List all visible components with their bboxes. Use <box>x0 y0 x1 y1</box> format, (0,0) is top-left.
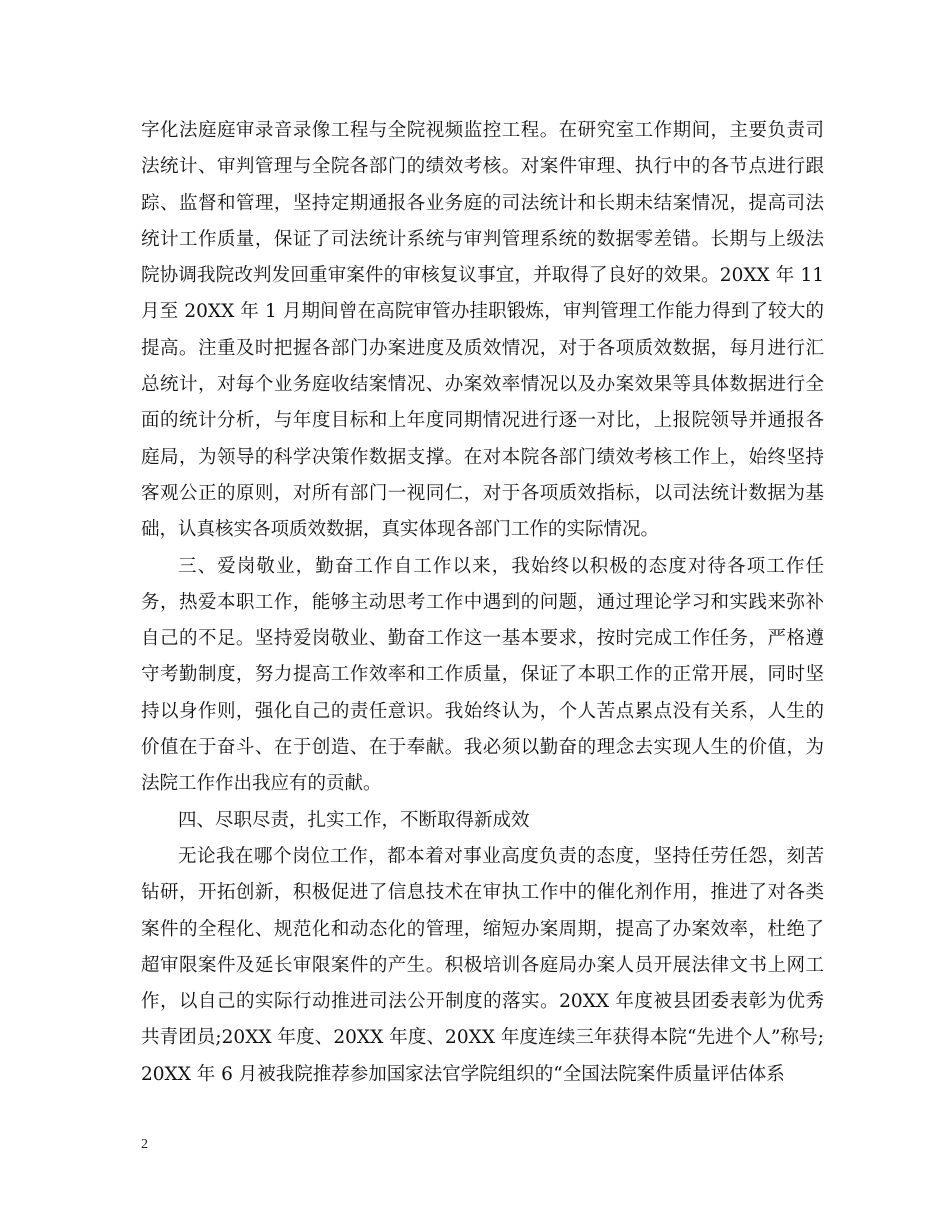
paragraph-continuation: 字化法庭庭审录音录像工程与全院视频监控工程。在研究室工作期间，主要负责司法统计、审判管理与全院各部门的绩效考核。对案件审理、执行中的各节点进行跟踪、监督和管理，坚持定期通报各业务庭的司法统计和长期未结案情况，提高司法统计工作质量，保证了司法统计系统与审判管理系统的数据零差错。长期与上级法院协调我院改判发回重审案件的审核复议事宜，并取得了良好的效果。20XX 年 11 月至 20XX 年 1 月期间曾在高院审管办挂职锻炼，审判管理工作能力得到了较大的提高。注重及时把握各部门办案进度及质效情况，对于各项质效数据，每月进行汇总统计，对每个业务庭收结案情况、办案效率情况以及办案效果等具体数据进行全面的统计分析，与年度目标和上年度同期情况进行逐一对比，上报院领导并通报各庭局，为领导的科学决策作数据支撑。在对本院各部门绩效考核工作上，始终坚持客观公正的原则，对所有部门一视同仁，对于各项质效指标，以司法统计数据为基础，认真核实各项质效数据，真实体现各部门工作的实际情况。 <box>141 120 824 541</box>
paragraph-section-four: 无论我在哪个岗位工作，都本着对事业高度负责的态度，坚持任劳任怨，刻苦钻研，开拓创新，积极促进了信息技术在审执工作中的催化剂作用，推进了对各类案件的全程化、规范化和动态化的管理，缩短办案周期，提高了办案效率，杜绝了超审限案件及延长审限案件的产生。积极培训各庭局办案人员开展法律文书上网工作，以自己的实际行动推进司法公开制度的落实。20XX 年度被县团委表彰为优秀共青团员;20XX 年度、20XX 年度、20XX 年度连续三年获得本院“先进个人”称号;20XX 年 6 月被我院推荐参加国家法官学院组织的“全国法院案件质量评估体系 <box>141 845 824 1085</box>
paragraph-section-three: 三、爱岗敬业，勤奋工作自工作以来，我始终以积极的态度对待各项工作任务，热爱本职工作，能够主动思考工作中遇到的问题，通过理论学习和实践来弥补自己的不足。坚持爱岗敬业、勤奋工作这一基本要求，按时完成工作任务，严格遵守考勤制度，努力提高工作效率和工作质量，保证了本职工作的正常开展，同时坚持以身作则，强化自己的责任意识。我始终认为，个人苦点累点没有关系，人生的价值在于奋斗、在于创造、在于奉献。我必须以勤奋的理念去实现人生的价值，为法院工作作出我应有的贡献。 <box>141 555 824 795</box>
section-heading-four: 四、尽职尽责，扎实工作，不断取得新成效 <box>178 809 530 831</box>
page-number: 2 <box>141 1137 148 1152</box>
document-body <box>141 113 824 1093</box>
